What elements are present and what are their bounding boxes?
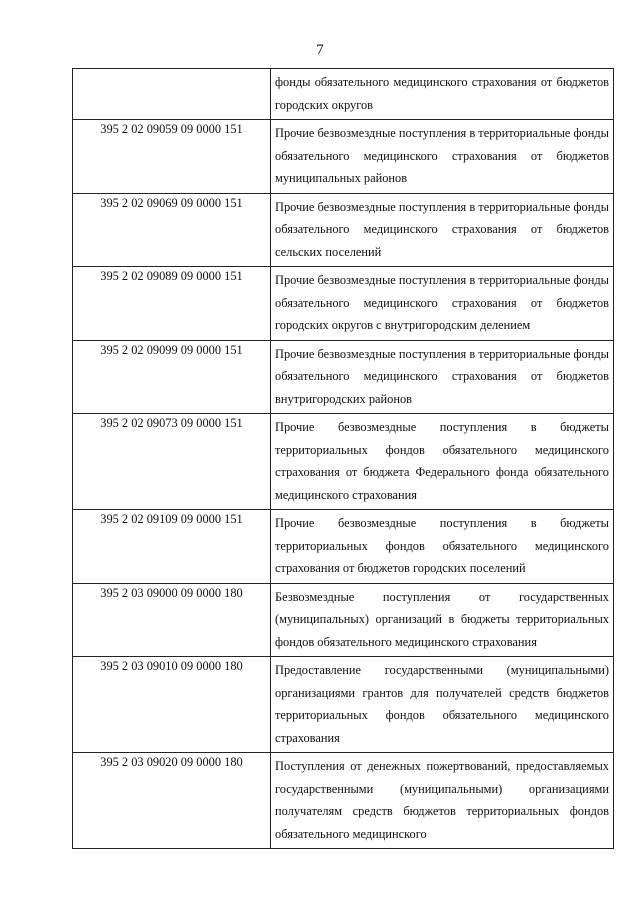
description-cell: фонды обязательного медицинского страхования от бюджетов городских округов: [271, 69, 614, 120]
budget-classification-table: [72, 68, 614, 849]
description-cell: Прочие безвозмездные поступления в территориальные фонды обязательного медицинского страхования от бюджетов сельских поселений: [271, 193, 614, 267]
description-cell: Прочие безвозмездные поступления в бюджеты территориальных фондов обязательного медицинского страхования от бюджетов городских поселений: [271, 510, 614, 584]
table-row: [73, 753, 614, 849]
description-cell: Предоставление государственными (муниципальными) организациями грантов для получателей средств бюджетов территориальных фондов обязательного медицинского страхования: [271, 657, 614, 753]
description-cell: Прочие безвозмездные поступления в территориальные фонды обязательного медицинского страхования от бюджетов внутригородских районов: [271, 340, 614, 414]
table-row: [73, 414, 614, 510]
table-row: [73, 657, 614, 753]
code-cell: 395 2 03 09020 09 0000 180: [73, 753, 271, 849]
code-cell: 395 2 02 09073 09 0000 151: [73, 414, 271, 510]
code-cell: 395 2 03 09010 09 0000 180: [73, 657, 271, 753]
code-cell: 395 2 02 09089 09 0000 151: [73, 267, 271, 341]
description-cell: Безвозмездные поступления от государственных (муниципальных) организаций в бюджеты территориальных фондов обязательного медицинского страхования: [271, 583, 614, 657]
code-cell: 395 2 02 09099 09 0000 151: [73, 340, 271, 414]
table-row: [73, 583, 614, 657]
table-row: [73, 510, 614, 584]
code-cell: 395 2 02 09069 09 0000 151: [73, 193, 271, 267]
table-row: [73, 340, 614, 414]
code-cell: 395 2 02 09059 09 0000 151: [73, 120, 271, 194]
description-cell: Прочие безвозмездные поступления в территориальные фонды обязательного медицинского страхования от бюджетов городских округов с внутригородским делением: [271, 267, 614, 341]
table-row: [73, 120, 614, 194]
code-cell: [73, 69, 271, 120]
page-number: 7: [316, 42, 324, 58]
description-cell: Поступления от денежных пожертвований, предоставляемых государственными (муниципальными) организациями получателям средств бюджетов территориальных фондов обязательного медицинского: [271, 753, 614, 849]
table-row: [73, 193, 614, 267]
code-cell: 395 2 03 09000 09 0000 180: [73, 583, 271, 657]
description-cell: Прочие безвозмездные поступления в бюджеты территориальных фондов обязательного медицинского страхования от бюджета Федерального фонда обязательного медицинского страхования: [271, 414, 614, 510]
table-row: [73, 69, 614, 120]
table-row: [73, 267, 614, 341]
description-cell: Прочие безвозмездные поступления в территориальные фонды обязательного медицинского страхования от бюджетов муниципальных районов: [271, 120, 614, 194]
code-cell: 395 2 02 09109 09 0000 151: [73, 510, 271, 584]
